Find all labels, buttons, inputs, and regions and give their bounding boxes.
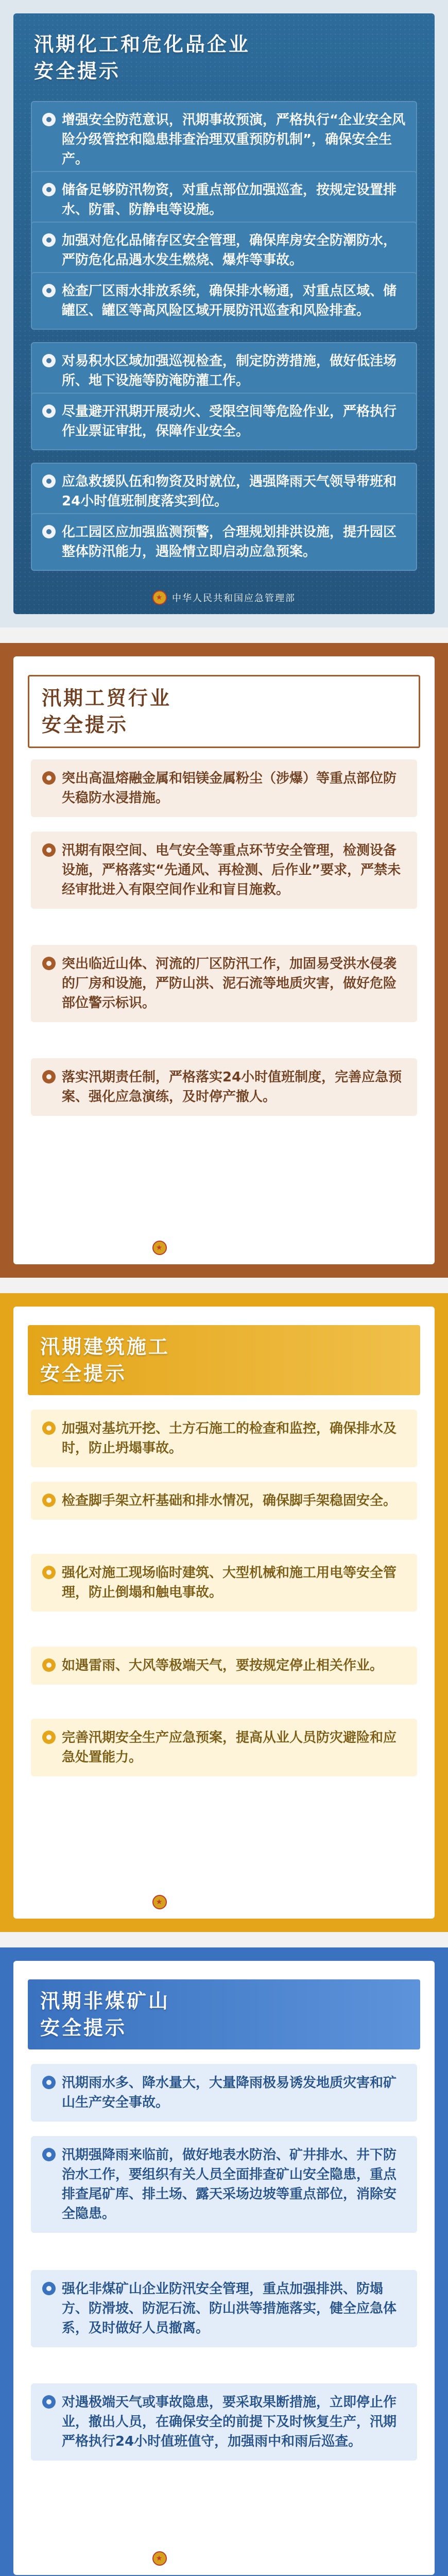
title-line: 安全提示: [40, 2016, 127, 2039]
tip-item: [31, 1554, 417, 1612]
tip-item: [31, 1482, 417, 1520]
tip-text: 对遇极端天气或事故隐患，要采取果断措施，立即停止作业，撤出人员，在确保安全的前提下及时恢复生产，汛期严格执行24小时值班值守，加强雨中和雨后巡查。: [62, 2395, 397, 2449]
check-circle-icon: [42, 1731, 56, 1744]
check-circle-icon: [42, 525, 56, 538]
emergency-management-emblem-icon: [152, 1241, 167, 1255]
tip-item: [31, 1058, 417, 1116]
footer: [13, 588, 435, 607]
tip-text: 突出高温熔融金属和铝镁金属粉尘（涉爆）等重点部位防失稳防水浸措施。: [62, 771, 397, 806]
section-title: [28, 675, 420, 748]
tip-text: 检查脚手架立杆基础和排水情况，确保脚手架稳固安全。: [62, 1493, 397, 1509]
tip-text: 加强对基坑开挖、土方石施工的检查和监控，确保排水及时，防止坍塌事故。: [62, 1421, 397, 1456]
title-line: 汛期工贸行业: [42, 687, 172, 709]
tip-text: 突出临近山体、河流的厂区防汛工作，加固易受洪水侵袭的厂房和设施，严防山洪、泥石流等地质灾害，做好危险部位警示标识。: [62, 956, 397, 1011]
check-circle-icon: [42, 404, 56, 418]
section-chemical: [0, 0, 448, 628]
tip-item: [31, 101, 417, 178]
tip-text: 检查厂区雨水排放系统，确保排水畅通，对重点区域、储罐区、罐区等高风险区域开展防汛巡查和风险排查。: [62, 283, 397, 318]
title-line: 安全提示: [34, 60, 121, 82]
emergency-management-emblem-icon: [152, 2551, 167, 2566]
title-line: 汛期化工和危化品企业: [34, 33, 251, 56]
tip-item: [31, 832, 417, 909]
section-panel: [13, 656, 435, 1264]
section-panel: [13, 1307, 435, 1919]
check-circle-icon: [42, 2395, 56, 2409]
tip-text: 强化非煤矿山企业防汛安全管理，重点加强排洪、防塌方、防滑坡、防泥石流、防山洪等措施落实，健全应急体系，及时做好人员撤离。: [62, 2281, 397, 2336]
tip-item: [31, 463, 417, 520]
tip-item: [31, 393, 417, 450]
tip-item: [31, 2270, 417, 2347]
check-circle-icon: [42, 233, 56, 247]
emergency-management-emblem-icon: [152, 1895, 167, 1909]
emergency-management-emblem-icon: [152, 590, 167, 605]
check-circle-icon: [42, 1494, 56, 1507]
tip-item: [31, 1410, 417, 1467]
tip-text: 加强对危化品储存区安全管理，确保库房安全防潮防水，严防危化品遇水发生燃烧、爆炸等事故。: [62, 233, 397, 268]
footer: [0, 1893, 448, 1911]
section-title: [34, 31, 414, 84]
tip-text: 尽量避开汛期开展动火、受限空间等危险作业，严格执行作业票证审批，保障作业安全。: [62, 404, 397, 439]
section-non-coal-mining: [0, 1947, 448, 2576]
footer-text: 中华人民共和国应急管理部: [172, 593, 296, 604]
tip-text: 储备足够防汛物资，对重点部位加强巡查，按规定设置排水、防雷、防静电等设施。: [62, 182, 397, 217]
tip-item: [31, 2064, 417, 2122]
check-circle-icon: [42, 957, 56, 970]
tip-item: [31, 2383, 417, 2461]
tip-text: 应急救援队伍和物资及时就位，遇强降雨天气领导带班和24小时值班制度落实到位。: [62, 474, 397, 509]
check-circle-icon: [42, 1658, 56, 1672]
title-line: 安全提示: [42, 714, 129, 736]
tip-text: 落实汛期责任制，严格落实24小时值班制度，完善应急预案、强化应急演练，及时停产撤人。: [62, 1070, 402, 1105]
footer-text: 中华人民共和国应急管理部: [172, 1243, 296, 1254]
tip-item: [31, 513, 417, 571]
tip-item: [31, 342, 417, 400]
check-circle-icon: [42, 113, 56, 126]
tip-item: [31, 759, 417, 817]
check-circle-icon: [42, 2076, 56, 2089]
check-circle-icon: [42, 1070, 56, 1083]
tip-text: 汛期雨水多、降水量大，大量降雨极易诱发地质灾害和矿山生产安全事故。: [62, 2075, 397, 2110]
title-line: 安全提示: [40, 1362, 127, 1385]
tip-text: 汛期强降雨来临前，做好地表水防治、矿井排水、井下防治水工作，要组织有关人员全面排查矿山安全隐患，重点排查尾矿库、排土场、露天采场边坡等重点部位，消除安全隐患。: [62, 2147, 397, 2222]
footer: [0, 2549, 448, 2568]
tip-text: 化工园区应加强监测预警，合理规划排洪设施，提升园区整体防汛能力，遇险情立即启动应急预案。: [62, 524, 397, 560]
tip-item: [31, 171, 417, 229]
tip-item: [31, 1719, 417, 1776]
tip-item: [31, 1647, 417, 1685]
title-line: 汛期非煤矿山: [40, 1990, 170, 2012]
tip-text: 对易积水区域加强巡视检查，制定防涝措施，做好低洼场所、地下设施等防淹防灌工作。: [62, 353, 397, 388]
tip-text: 强化对施工现场临时建筑、大型机械和施工用电等安全管理，防止倒塌和触电事故。: [62, 1565, 397, 1600]
tip-item: [31, 2136, 417, 2233]
check-circle-icon: [42, 843, 56, 857]
check-circle-icon: [42, 1421, 56, 1435]
footer: [0, 1239, 448, 1257]
check-circle-icon: [42, 354, 56, 367]
check-circle-icon: [42, 183, 56, 196]
tip-text: 完善汛期安全生产应急预案，提高从业人员防灾避险和应急处置能力。: [62, 1730, 397, 1765]
check-circle-icon: [42, 1566, 56, 1579]
section-title: [28, 1979, 420, 2049]
tip-item: [31, 945, 417, 1022]
footer-text: 中华人民共和国应急管理部: [172, 2554, 296, 2565]
tip-text: 如遇雷雨、大风等极端天气，要按规定停止相关作业。: [62, 1658, 384, 1673]
section-panel: [13, 13, 435, 614]
title-line: 汛期建筑施工: [40, 1335, 170, 1358]
tip-text: 汛期有限空间、电气安全等重点环节安全管理，检测设备设施，严格落实“先通风、再检测、后作业”要求，严禁未经审批进入有限空间作业和盲目施救。: [62, 843, 401, 897]
section-construction: [0, 1293, 448, 1932]
section-title: [28, 1325, 420, 1395]
section-panel: [13, 1961, 435, 2575]
tip-text: 增强安全防范意识，汛期事故预演，严格执行“企业安全风险分级管控和隐患排查治理双重预防机制”，确保安全生产。: [62, 112, 406, 167]
tip-item: [31, 272, 417, 330]
check-circle-icon: [42, 2282, 56, 2295]
check-circle-icon: [42, 284, 56, 297]
check-circle-icon: [42, 771, 56, 785]
tip-item: [31, 222, 417, 279]
check-circle-icon: [42, 474, 56, 488]
footer-text: 中华人民共和国应急管理部: [172, 1897, 296, 1908]
section-industry: [0, 643, 448, 1278]
check-circle-icon: [42, 2148, 56, 2161]
